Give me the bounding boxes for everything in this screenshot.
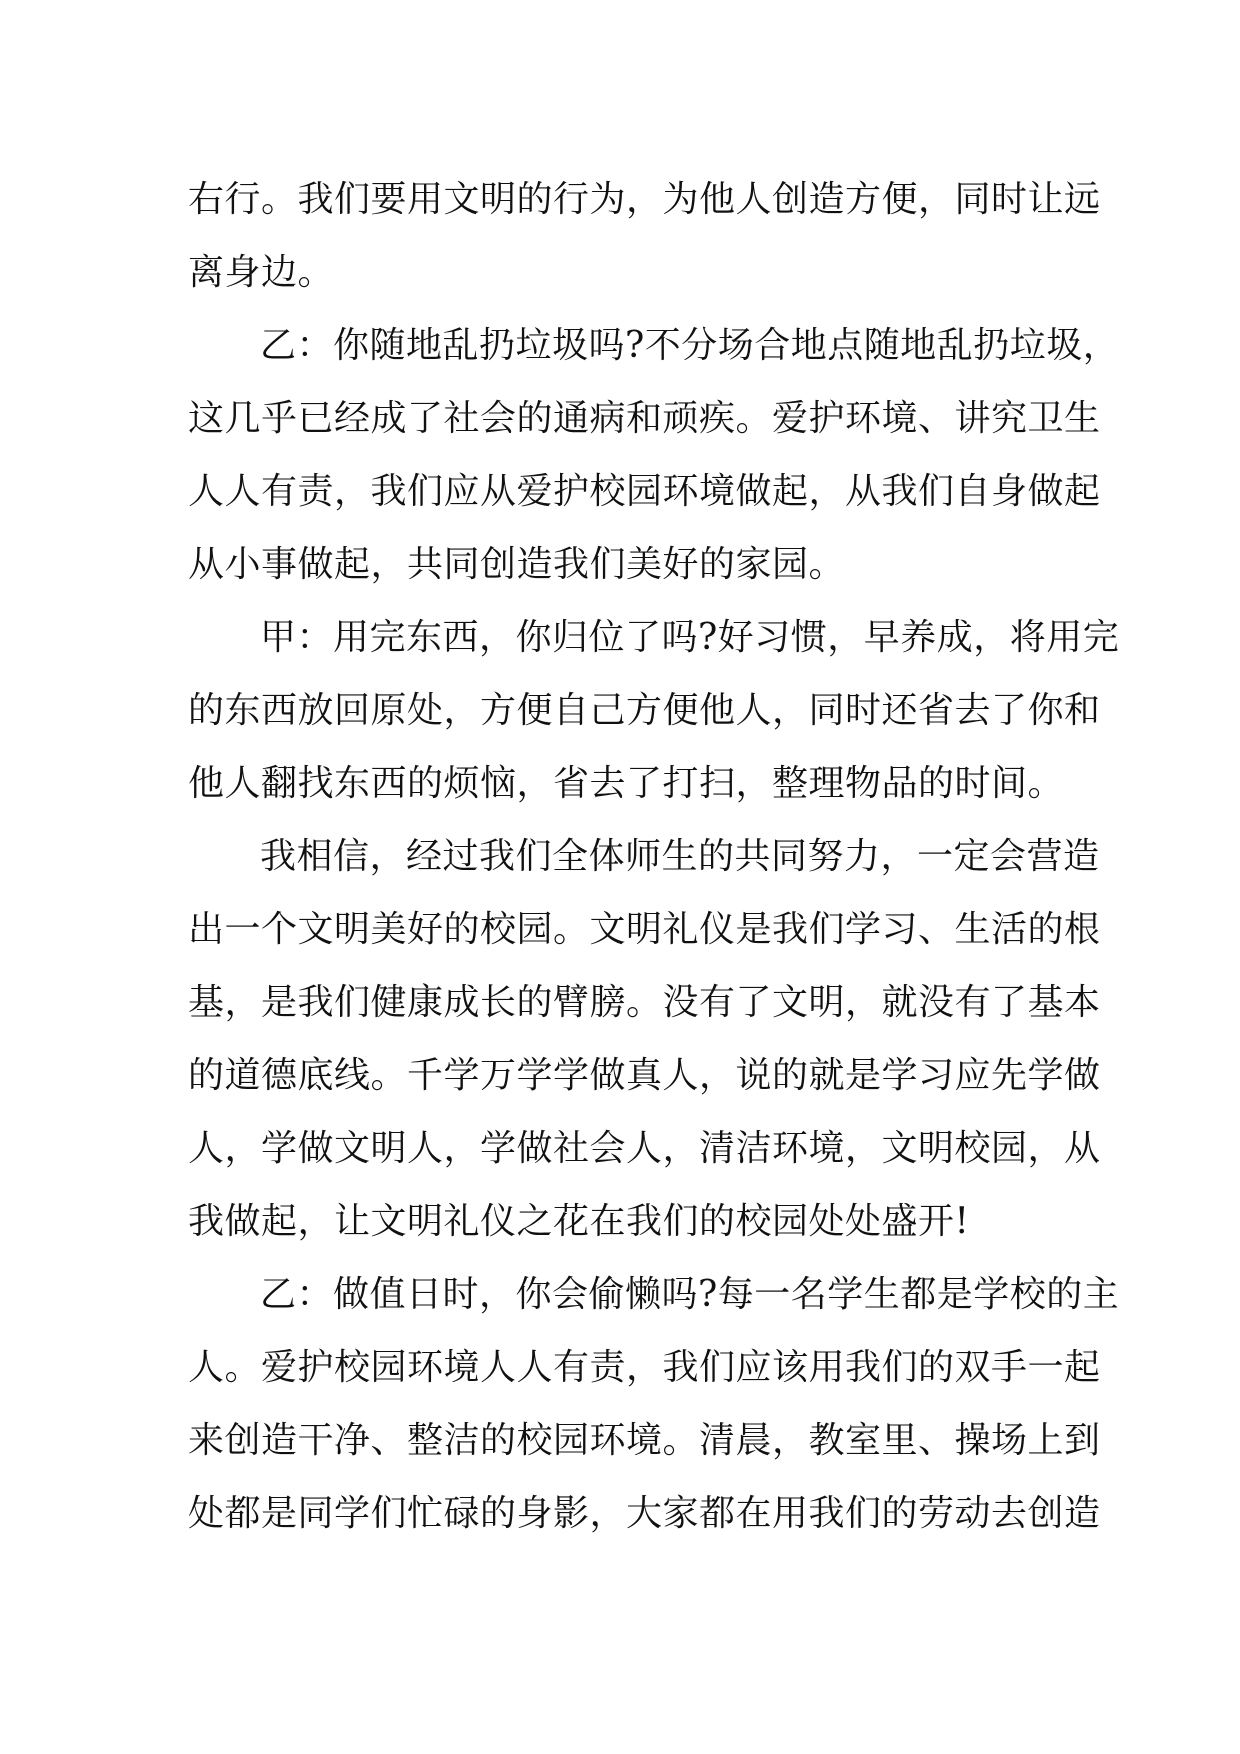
text-line: 乙：做值日时，你会偷懒吗?每一名学生都是学校的主: [260, 1274, 1120, 1315]
text-line: 我做起，让文明礼仪之花在我们的校园处处盛开!: [188, 1201, 970, 1242]
text-line: 处都是同学们忙碌的身影，大家都在用我们的劳动去创造: [188, 1493, 1101, 1534]
text-line: 基，是我们健康成长的臂膀。没有了文明，就没有了基本: [188, 982, 1101, 1023]
text-line: 的道德底线。千学万学学做真人，说的就是学习应先学做: [188, 1055, 1101, 1096]
text-line: 离身边。: [188, 252, 335, 293]
text-line: 我相信，经过我们全体师生的共同努力，一定会营造: [260, 836, 1100, 877]
text-line: 乙：你随地乱扔垃圾吗?不分场合地点随地乱扔垃圾，: [260, 325, 1120, 366]
text-line: 右行。我们要用文明的行为，为他人创造方便，同时让远: [188, 179, 1101, 220]
document-body: [188, 163, 1120, 1550]
text-line: 来创造干净、整洁的校园环境。清晨，教室里、操场上到: [188, 1420, 1101, 1461]
text-line: 人人有责，我们应从爱护校园环境做起，从我们自身做起: [188, 471, 1101, 512]
text-line: 他人翻找东西的烦恼，省去了打扫，整理物品的时间。: [188, 763, 1065, 804]
text-line: 这几乎已经成了社会的通病和顽疾。爱护环境、讲究卫生: [188, 398, 1101, 439]
text-line: 甲：用完东西，你归位了吗?好习惯，早养成，将用完: [260, 617, 1120, 658]
text-line: 的东西放回原处，方便自己方便他人，同时还省去了你和: [188, 690, 1101, 731]
text-line: 从小事做起，共同创造我们美好的家园。: [188, 544, 846, 585]
text-line: 人。爱护校园环境人人有责，我们应该用我们的双手一起: [188, 1347, 1101, 1388]
text-line: 人，学做文明人，学做社会人，清洁环境，文明校园，从: [188, 1128, 1101, 1169]
text-line: 出一个文明美好的校园。文明礼仪是我们学习、生活的根: [188, 909, 1101, 950]
